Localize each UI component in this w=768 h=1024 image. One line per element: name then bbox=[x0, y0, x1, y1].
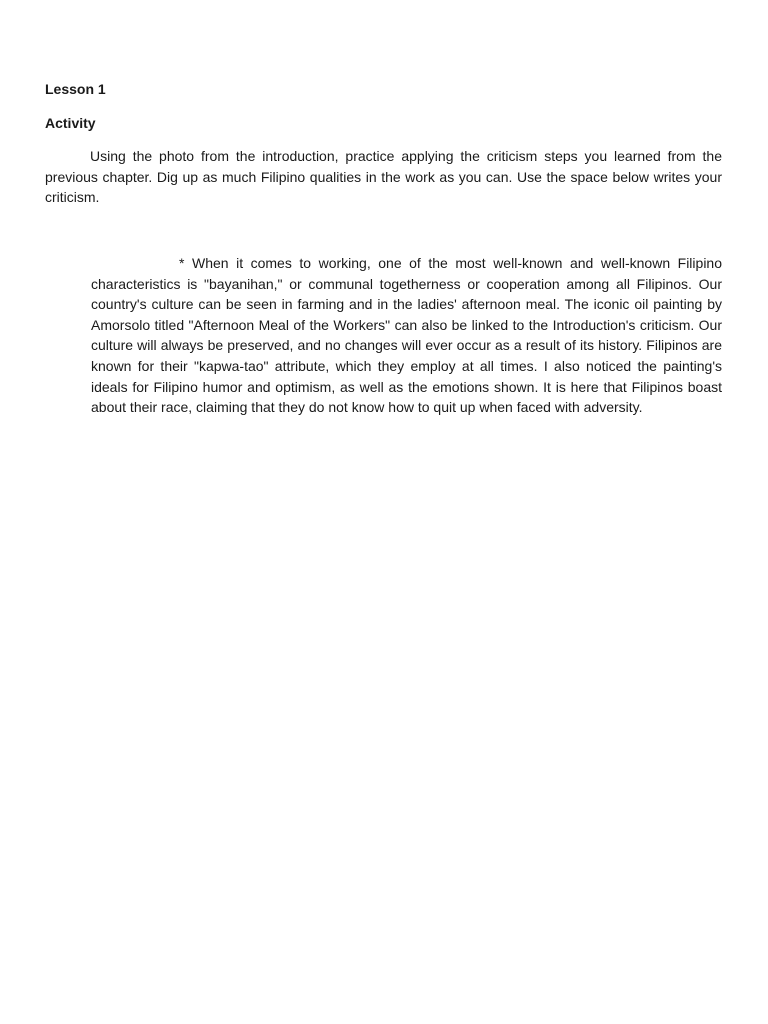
instructions-paragraph: Using the photo from the introduction, practice applying the criticism steps you learned from the previous chapter. Dig up as much Filipino qualities in the work as you can. Use the space below writes your criticism. bbox=[45, 148, 722, 205]
activity-heading: Activity bbox=[45, 115, 96, 131]
lesson-heading: Lesson 1 bbox=[45, 81, 106, 97]
criticism-answer-paragraph: * When it comes to working, one of the most well-known and well-known Filipino characteristics is "bayanihan," or communal togetherness or cooperation among all Filipinos. Our country's culture can be seen in farming and in the ladies' afternoon meal. The iconic oil painting by Amorsolo titled "Afternoon Meal of the Workers" can also be linked to the Introduction's criticism. Our culture will always be preserved, and no changes will ever occur as a result of its history. Filipinos are known for their "kapwa-tao" attribute, which they employ at all times. I also noticed the painting's ideals for Filipino humor and optimism, as well as the emotions shown. It is here that Filipinos boast about their race, claiming that they do not know how to quit up when faced with adversity. bbox=[91, 255, 722, 416]
